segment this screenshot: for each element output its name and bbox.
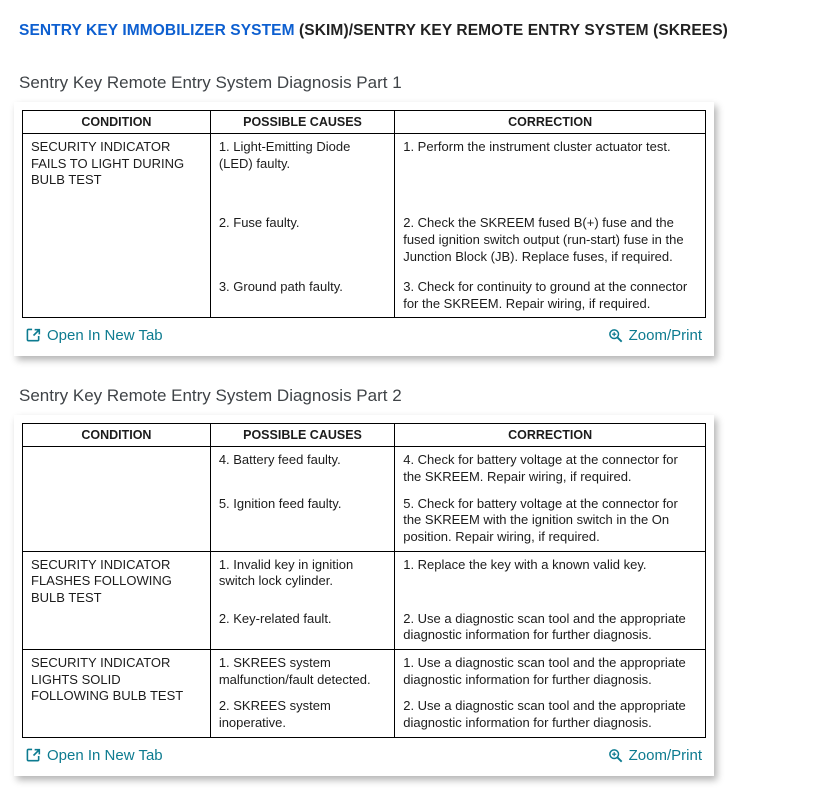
table-row (23, 447, 706, 491)
cause-cell: 2. Key-related fault. (210, 606, 394, 650)
section-heading-part2: Sentry Key Remote Entry System Diagnosis Part 2 (19, 386, 402, 406)
open-in-new-tab-label: Open In New Tab (47, 746, 163, 764)
column-header-possible-causes: POSSIBLE CAUSES (210, 111, 394, 134)
cause-cell: 1. Invalid key in ignition switch lock cylinder. (210, 551, 394, 606)
section-heading-part1: Sentry Key Remote Entry System Diagnosis Part 1 (19, 73, 402, 92)
correction-cell: 4. Check for battery voltage at the connector for the SKREEM. Repair wiring, if required. (395, 447, 706, 491)
zoom-print-label: Zoom/Print (628, 327, 702, 345)
correction-cell: 5. Check for battery voltage at the connector for the SKREEM with the ignition switch in the On position. Repair wiring, if required. (395, 491, 706, 551)
column-header-condition: CONDITION (23, 424, 211, 447)
diagnosis-table-part1 (22, 110, 706, 318)
open-in-new-tab-icon (26, 328, 41, 343)
page-title-secondary: (SKIM)/SENTRY KEY REMOTE ENTRY SYSTEM (SKREES) (294, 22, 728, 39)
correction-cell: 1. Use a diagnostic scan tool and the appropriate diagnostic information for further diagnosis. (395, 650, 706, 694)
correction-cell: 2. Use a diagnostic scan tool and the appropriate diagnostic information for further diagnosis. (395, 606, 706, 650)
table-row (23, 650, 706, 694)
table-row (23, 551, 706, 606)
cause-cell: 5. Ignition feed faulty. (210, 491, 394, 551)
correction-cell: 3. Check for continuity to ground at the connector for the SKREEM. Repair wiring, if required. (395, 274, 706, 318)
zoom-icon (608, 328, 623, 343)
zoom-icon (608, 748, 623, 763)
page-title-primary: SENTRY KEY IMMOBILIZER SYSTEM (19, 22, 295, 39)
table-header-row (23, 111, 706, 134)
cause-cell: 2. Fuse faulty. (210, 210, 394, 274)
cause-cell: 1. Light-Emitting Diode (LED) faulty. (210, 134, 394, 211)
open-in-new-tab-icon (26, 748, 41, 763)
open-in-new-tab-link[interactable] (26, 327, 163, 344)
zoom-print-label: Zoom/Print (628, 746, 702, 764)
card-links-part2 (22, 738, 706, 770)
column-header-correction: CORRECTION (395, 111, 706, 134)
cause-cell: 4. Battery feed faulty. (210, 447, 394, 491)
zoom-print-link[interactable] (608, 747, 702, 764)
condition-cell: SECURITY INDICATOR LIGHTS SOLID FOLLOWING BULB TEST (23, 650, 211, 738)
correction-cell: 1. Replace the key with a known valid key. (395, 551, 706, 606)
section-diagnosis-part1 (14, 73, 829, 356)
card-links-part1 (22, 318, 706, 350)
diagnosis-table-part2 (22, 423, 706, 737)
zoom-print-link[interactable] (608, 327, 702, 344)
table-card-part1 (14, 102, 714, 356)
open-in-new-tab-link[interactable] (26, 747, 163, 764)
correction-cell: 1. Perform the instrument cluster actuator test. (395, 134, 706, 211)
condition-cell (23, 447, 211, 551)
table-header-row (23, 424, 706, 447)
column-header-possible-causes: POSSIBLE CAUSES (210, 424, 394, 447)
column-header-condition: CONDITION (23, 111, 211, 134)
condition-cell: SECURITY INDICATOR FLASHES FOLLOWING BULB TEST (23, 551, 211, 650)
cause-cell: 3. Ground path faulty. (210, 274, 394, 318)
column-header-correction: CORRECTION (395, 424, 706, 447)
page-title (19, 22, 829, 40)
correction-cell: 2. Use a diagnostic scan tool and the appropriate diagnostic information for further diagnosis. (395, 693, 706, 737)
open-in-new-tab-label: Open In New Tab (47, 327, 163, 345)
cause-cell: 2. SKREES system inoperative. (210, 693, 394, 737)
condition-cell: SECURITY INDICATOR FAILS TO LIGHT DURING BULB TEST (23, 134, 211, 318)
cause-cell: 1. SKREES system malfunction/fault detected. (210, 650, 394, 694)
section-diagnosis-part2 (14, 386, 829, 775)
table-card-part2 (14, 415, 714, 775)
table-row (23, 134, 706, 211)
correction-cell: 2. Check the SKREEM fused B(+) fuse and the fused ignition switch output (run-start) fuse in the Junction Block (JB). Replace fuses, if required. (395, 210, 706, 274)
